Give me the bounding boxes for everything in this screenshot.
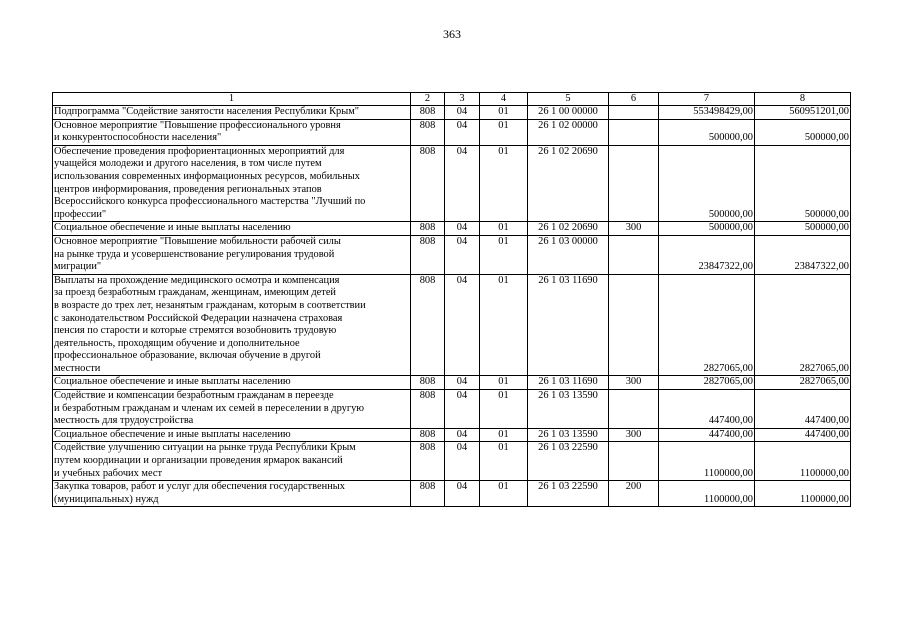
cell-amount-col8: 2827065,00	[755, 274, 851, 376]
cell-expense-type	[609, 106, 659, 120]
cell-target-article: 26 1 03 00000	[528, 235, 609, 274]
cell-subsection: 01	[480, 442, 528, 481]
cell-expense-type: 300	[609, 428, 659, 442]
cell-amount-col7: 23847322,00	[659, 235, 755, 274]
cell-section: 04	[445, 442, 480, 481]
cell-amount-col7: 1100000,00	[659, 442, 755, 481]
row-name: Социальное обеспечение и иные выплаты населению	[53, 376, 411, 390]
budget-table	[52, 92, 851, 507]
row-name: Социальное обеспечение и иные выплаты населению	[53, 428, 411, 442]
header-cell: 5	[528, 93, 609, 106]
row-name: Социальное обеспечение и иные выплаты населению	[53, 222, 411, 236]
header-cell: 7	[659, 93, 755, 106]
cell-section: 04	[445, 481, 480, 507]
cell-expense-type	[609, 119, 659, 145]
table-row	[53, 222, 851, 236]
row-name: Выплаты на прохождение медицинского осмотра и компенсация за проезд безработным гражданам, женщинам, имеющим детей в возрасте до трех лет, незанятым гражданам, которым в соответствии с законодательством Российской Федерации назначена страховая пенсия по старости и которые стремятся возобновить трудовую деятельность, проходящим обучение и дополнительное профессиональное образование, включая обучение в другой местности	[53, 274, 411, 376]
cell-admin-code: 808	[411, 442, 445, 481]
cell-amount-col8: 500000,00	[755, 145, 851, 222]
cell-section: 04	[445, 145, 480, 222]
table-row	[53, 145, 851, 222]
cell-section: 04	[445, 390, 480, 429]
cell-subsection: 01	[480, 106, 528, 120]
table-row	[53, 428, 851, 442]
cell-subsection: 01	[480, 119, 528, 145]
cell-admin-code: 808	[411, 145, 445, 222]
table-row	[53, 376, 851, 390]
cell-expense-type: 300	[609, 376, 659, 390]
table-row	[53, 390, 851, 429]
cell-expense-type	[609, 235, 659, 274]
header-cell: 6	[609, 93, 659, 106]
cell-expense-type: 200	[609, 481, 659, 507]
cell-subsection: 01	[480, 145, 528, 222]
cell-subsection: 01	[480, 481, 528, 507]
cell-amount-col7: 500000,00	[659, 222, 755, 236]
table-row	[53, 274, 851, 376]
cell-subsection: 01	[480, 428, 528, 442]
table-row	[53, 235, 851, 274]
cell-admin-code: 808	[411, 428, 445, 442]
table-row	[53, 481, 851, 507]
cell-admin-code: 808	[411, 390, 445, 429]
cell-admin-code: 808	[411, 235, 445, 274]
cell-expense-type	[609, 442, 659, 481]
cell-target-article: 26 1 03 22590	[528, 481, 609, 507]
table-row	[53, 119, 851, 145]
cell-amount-col8: 500000,00	[755, 222, 851, 236]
cell-amount-col7: 1100000,00	[659, 481, 755, 507]
cell-admin-code: 808	[411, 106, 445, 120]
cell-amount-col8: 23847322,00	[755, 235, 851, 274]
cell-target-article: 26 1 02 00000	[528, 119, 609, 145]
cell-admin-code: 808	[411, 119, 445, 145]
cell-amount-col8: 2827065,00	[755, 376, 851, 390]
cell-expense-type	[609, 145, 659, 222]
cell-subsection: 01	[480, 235, 528, 274]
cell-admin-code: 808	[411, 222, 445, 236]
cell-admin-code: 808	[411, 274, 445, 376]
cell-target-article: 26 1 03 13590	[528, 428, 609, 442]
cell-section: 04	[445, 119, 480, 145]
table-header-row	[53, 93, 851, 106]
header-cell: 2	[411, 93, 445, 106]
row-name: Закупка товаров, работ и услуг для обеспечения государственных (муниципальных) нужд	[53, 481, 411, 507]
cell-target-article: 26 1 02 20690	[528, 222, 609, 236]
header-cell: 3	[445, 93, 480, 106]
cell-target-article: 26 1 03 22590	[528, 442, 609, 481]
header-cell: 4	[480, 93, 528, 106]
cell-amount-col8: 560951201,00	[755, 106, 851, 120]
cell-amount-col7: 553498429,00	[659, 106, 755, 120]
cell-amount-col7: 2827065,00	[659, 274, 755, 376]
table-row	[53, 106, 851, 120]
cell-amount-col8: 447400,00	[755, 390, 851, 429]
cell-subsection: 01	[480, 390, 528, 429]
cell-section: 04	[445, 235, 480, 274]
row-name: Подпрограмма "Содействие занятости населения Республики Крым"	[53, 106, 411, 120]
cell-target-article: 26 1 02 20690	[528, 145, 609, 222]
cell-target-article: 26 1 03 11690	[528, 274, 609, 376]
row-name: Основное мероприятие "Повышение мобильности рабочей силы на рынке труда и усовершенствование регулирования трудовой миграции"	[53, 235, 411, 274]
cell-target-article: 26 1 03 11690	[528, 376, 609, 390]
cell-amount-col7: 2827065,00	[659, 376, 755, 390]
table-row	[53, 442, 851, 481]
cell-subsection: 01	[480, 376, 528, 390]
cell-target-article: 26 1 03 13590	[528, 390, 609, 429]
cell-amount-col8: 1100000,00	[755, 481, 851, 507]
row-name: Основное мероприятие "Повышение профессионального уровня и конкурентоспособности населения"	[53, 119, 411, 145]
cell-admin-code: 808	[411, 481, 445, 507]
cell-subsection: 01	[480, 274, 528, 376]
cell-expense-type	[609, 274, 659, 376]
cell-expense-type	[609, 390, 659, 429]
page-number: 363	[443, 27, 461, 41]
cell-section: 04	[445, 106, 480, 120]
cell-subsection: 01	[480, 222, 528, 236]
cell-amount-col7: 447400,00	[659, 428, 755, 442]
cell-amount-col8: 447400,00	[755, 428, 851, 442]
cell-section: 04	[445, 222, 480, 236]
cell-target-article: 26 1 00 00000	[528, 106, 609, 120]
cell-section: 04	[445, 428, 480, 442]
row-name: Обеспечение проведения профориентационных мероприятий для учащейся молодежи и другого населения, в том числе путем использования современных информационных ресурсов, мобильных центров информирования, проведения региональных этапов Всероссийского конкурса профессионального мастерства "Лучший по профессии"	[53, 145, 411, 222]
cell-amount-col8: 1100000,00	[755, 442, 851, 481]
cell-section: 04	[445, 376, 480, 390]
header-cell: 8	[755, 93, 851, 106]
cell-section: 04	[445, 274, 480, 376]
cell-amount-col8: 500000,00	[755, 119, 851, 145]
row-name: Содействие и компенсации безработным гражданам в переезде и безработным гражданам и членам их семей в переселении в другую местность для трудоустройства	[53, 390, 411, 429]
cell-amount-col7: 500000,00	[659, 145, 755, 222]
cell-expense-type: 300	[609, 222, 659, 236]
header-cell: 1	[53, 93, 411, 106]
cell-amount-col7: 447400,00	[659, 390, 755, 429]
cell-amount-col7: 500000,00	[659, 119, 755, 145]
cell-admin-code: 808	[411, 376, 445, 390]
row-name: Содействие улучшению ситуации на рынке труда Республики Крым путем координации и организации проведения ярмарок вакансий и учебных рабочих мест	[53, 442, 411, 481]
